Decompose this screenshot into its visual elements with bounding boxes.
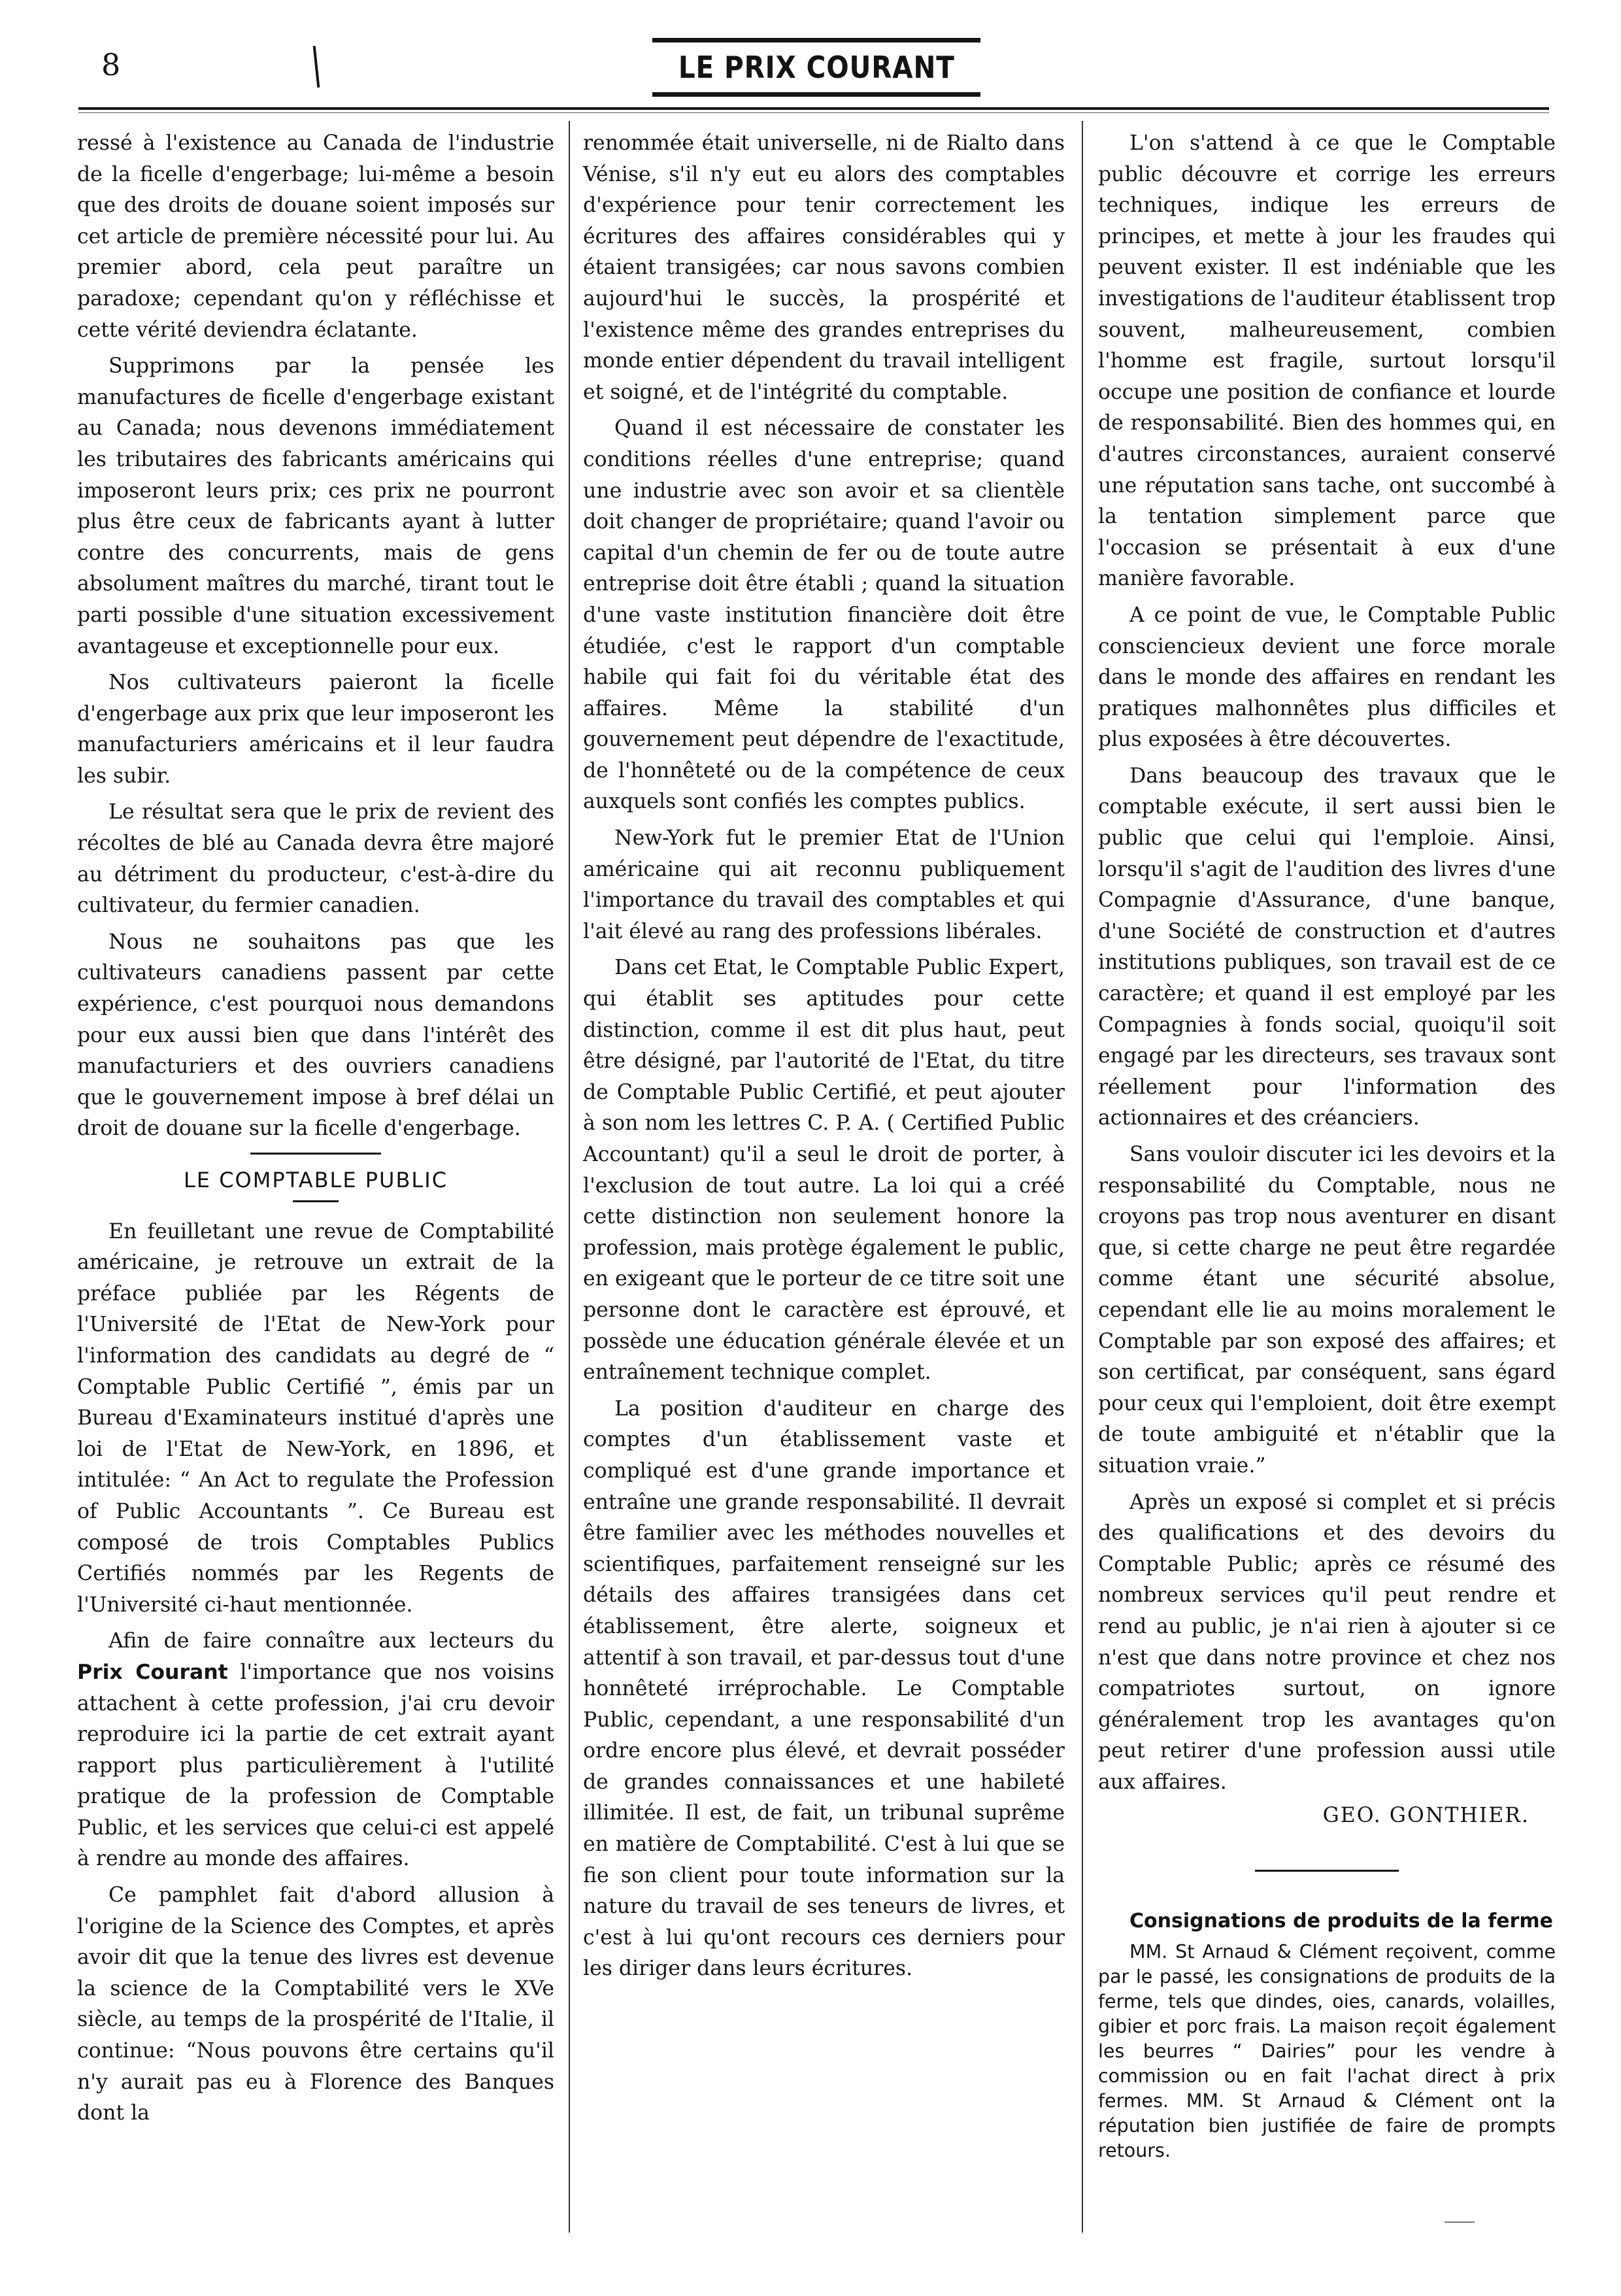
masthead — [652, 38, 980, 97]
paragraph: La position d'auditeur en charge des comptes d'un établissement vaste et compliqué est d'une grande importance et entraîne une grande responsabilité. Il devrait être familier avec les méthodes nouvelles et scientifiques, parfaitement renseigné sur les détails des affaires transigées dans cet établissement, être alerte, soigneux et attentif à son travail, et par-dessus tout d'une honnêteté irréprochable. Le Comptable Public, cependant, a une responsabilité d'un ordre encore plus élevé, et devrait posséder de grandes connaissances et une habileté illimitée. Il est, de fait, un tribunal suprême en matière de Comptabilité. C'est à lui que se fie son client pour toute information sur la nature du travail de ses teneurs de livres, et c'est à lui qu'ont recours ces derniers pour les diriger dans leurs écritures. — [583, 1396, 1065, 1981]
paragraph — [77, 1626, 554, 1875]
paragraph: Nous ne souhaitons pas que les cultivateurs canadiens passent par cette expérience, c'est pourquoi nous demandons pour eux aussi bien que dans l'intérêt des manufacturiers et des ouvriers canadiens que le gouvernement impose à bref délai un droit de douane sur la ficelle d'engerbage. — [77, 930, 554, 1141]
tick-mark — [313, 46, 320, 88]
page-number: 8 — [101, 47, 121, 82]
text-run: l'importance que nos voisins attachent à cette profession, j'ai cru devoir reproduire ici la partie de cet extrait ayant rapport plus particulièrement à l'utilité pratique de la profession de Comptable Public, et les services que celui-ci est appelé à rendre au monde des affaires. — [77, 1660, 554, 1871]
paragraph: Après un exposé si complet et si précis des qualifications et des devoirs du Comptable Public; après ce résumé des nombreux services qu'il peut rendre et rend au public, je n'ai rien à ajouter si ce n'est que dans notre province et chez nos compatriotes surtout, on ignore généralement trop les avantages qu'on peut retirer d'une profession aussi utile aux affaires. — [1098, 1490, 1556, 1794]
column-1 — [77, 128, 554, 2129]
paragraph: ressé à l'existence au Canada de l'industrie de la ficelle d'engerbage; lui-même a besoin que des droits de douane soient imposés sur cet article de première nécessité pour lui. Au premier abord, cela peut paraître un paradoxe; cependant qu'on y réfléchisse et cette vérité deviendra éclatante. — [77, 131, 554, 342]
paragraph: En feuilletant une revue de Comptabilité américaine, je retrouve un extrait de la préface publiée par les Régents de l'Université de l'Etat de New-York pour l'information des candidats au degré de “ Comptable Public Certifié ”, émis par un Bureau d'Examinateurs institué d'après une loi de l'Etat de New-York, en 1896, et intitulée: “ An Act to regulate the Profession of Public Accountants ”. Ce Bureau est composé de trois Comptables Publics Certifiés nommés par les Regents de l'Université ci-haut mentionnée. — [77, 1219, 554, 1617]
header-rule — [78, 107, 1549, 110]
paragraph: Supprimons par la pensée les manufactures de ficelle d'engerbage existant au Canada; nous devenons immédiatement les tributaires des fabricants américains qui imposeront leurs prix; ces prix ne pourront plus être ceux de fabricants ayant à lutter contre des concurrents, mais de gens absolument maîtres du marché, tirant tout le parti possible d'une situation excessivement avantageuse et exceptionnelle pour eux. — [77, 354, 554, 658]
brand-name: Prix Courant — [77, 1660, 228, 1684]
notice-body: MM. St Arnaud & Clément reçoivent, comme par le passé, les consignations de produits de la ferme, tels que dindes, oies, canards, volailles, gibier et porc frais. La maison reçoit également les beurres “ Dairies” pour les vendre à commission ou en fait l'achat direct à prix fermes. MM. St Arnaud & Clément ont la réputation bien justifiée de faire de prompts retours. — [1098, 1940, 1556, 2161]
header-rule-thin — [78, 112, 1549, 113]
paragraph: Sans vouloir discuter ici les devoirs et la responsabilité du Comptable, nous ne croyons pas trop nous aventurer en disant que, si cette charge ne peut être regardée comme étant une sécurité absolue, cependant elle lie au moins moralement le Comptable par son exposé des affaires; et son certificat, par conséquent, sans égard pour ceux qui l'emploient, doit être exempt de toute ambiguité et n'établir que la situation vraie.” — [1098, 1143, 1556, 1477]
paragraph: Quand il est nécessaire de constater les conditions réelles d'une entreprise; quand une industrie avec son avoir et sa clientèle doit changer de propriétaire; quand l'avoir ou capital d'un chemin de fer ou de toute autre entreprise doit être établi ; quand la situation d'une vaste institution financière doit être étudiée, c'est le rapport d'un comptable habile qui fait foi du véritable état des affaires. Même la stabilité d'un gouvernement peut dépendre de l'exactitude, de l'honnêteté ou de la compétence de ceux auxquels sont confiés les comptes publics. — [583, 416, 1065, 814]
column-2 — [583, 128, 1065, 1985]
notice-heading: Consignations de produits de la ferme — [1129, 1910, 1554, 1933]
column-rule-2 — [1082, 121, 1083, 2233]
paragraph: Nos cultivateurs paieront la ficelle d'engerbage aux prix que leur imposeront les manufacturiers américains et il leur faudra les subir. — [77, 671, 554, 788]
footer-mark — [1445, 2221, 1475, 2223]
signature: GEO. GONTHIER. — [1322, 1804, 1529, 1828]
section-title: LE COMPTABLE PUBLIC — [183, 1168, 448, 1192]
paragraph: New-York fut le premier Etat de l'Union américaine qui ait reconnu publiquement l'importance du travail des comptables et qui l'ait élevé au rang des professions libérales. — [583, 826, 1065, 943]
title-dash — [293, 1200, 339, 1202]
paragraph: Dans beaucoup des travaux que le comptable exécute, il sert aussi bien le public que celui qui l'emploie. Ainsi, lorsqu'il s'agit de l'audition des livres d'une Compagnie d'Assurance, d'une banque, d'une Société de construction et d'autres institutions publiques, son travail est de ce caractère; et quand il est employé par les Compagnies à fonds social, quoiqu'il soit engagé par les directeurs, ses travaux sont réellement pour l'information des actionnaires et des créanciers. — [1098, 764, 1556, 1130]
section-divider — [250, 1153, 381, 1155]
text-run: Afin de faire connaître aux lecteurs du — [109, 1629, 554, 1653]
paragraph: renommée était universelle, ni de Rialto dans Vénise, s'il n'y eut eu alors des comptables d'expérience pour tenir correctement les écritures des affaires considérables qui y étaient transigées; car nous savons combien aujourd'hui le succès, la prospérité et l'existence même des grandes entreprises du monde entier dépendent du travail intelligent et soigné, et de l'intégrité du comptable. — [583, 131, 1065, 404]
paragraph: Dans cet Etat, le Comptable Public Expert, qui établit ses aptitudes pour cette distinction, comme il est dit plus haut, peut être désigné, par l'autorité de l'Etat, du titre de Comptable Public Certifié, et peut ajouter à son nom les lettres C. P. A. ( Certified Public Accountant) qu'il a seul le droit de porter, à l'exclusion de tout autre. La loi qui a créé cette distinction non seulement honore la profession, mais protège également le public, en exigeant que le porteur de ce titre soit une personne dont le caractère est éprouvé, et possède une éducation générale élevée et un entraînement technique complet. — [583, 956, 1065, 1385]
paragraph: Ce pamphlet fait d'abord allusion à l'origine de la Science des Comptes, et après avoir dit que la tenue des livres est devenue la science de la Comptabilité vers le XVe siècle, au temps de la prospérité de l'Italie, il continue: “Nous pouvons être certains qu'il n'y aurait pas eu à Florence des Banques dont la — [77, 1883, 554, 2125]
notice — [1098, 1906, 1556, 2163]
section-divider — [1255, 1870, 1399, 1872]
column-rule-1 — [569, 121, 570, 2233]
paragraph: A ce point de vue, le Comptable Public consciencieux devient une force morale dans le monde des affaires en rendant les pratiques malhonnêtes plus difficiles et plus exposées à être découvertes. — [1098, 603, 1556, 752]
paragraph: Le résultat sera que le prix de revient des récoltes de blé au Canada devra être majoré au détriment du producteur, c'est-à-dire du cultivateur, du fermier canadien. — [77, 800, 554, 918]
paragraph: L'on s'attend à ce que le Comptable public découvre et corrige les erreurs techniques, indique les erreurs de principes, et mette à jour les fraudes qui peuvent exister. Il est indéniable que les investigations de l'auditeur établissent trop souvent, malheureusement, combien l'homme est fragile, surtout lorsqu'il occupe une position de confiance et lourde de responsabilité. Bien des hommes qui, en d'autres circonstances, auraient conservé une réputation sans tache, ont succombé à la tentation simplement parce que l'occasion se présentait à eux d'une manière favorable. — [1098, 131, 1556, 591]
masthead-title: LE PRIX COURANT — [678, 50, 955, 85]
column-3 — [1098, 128, 1556, 2163]
